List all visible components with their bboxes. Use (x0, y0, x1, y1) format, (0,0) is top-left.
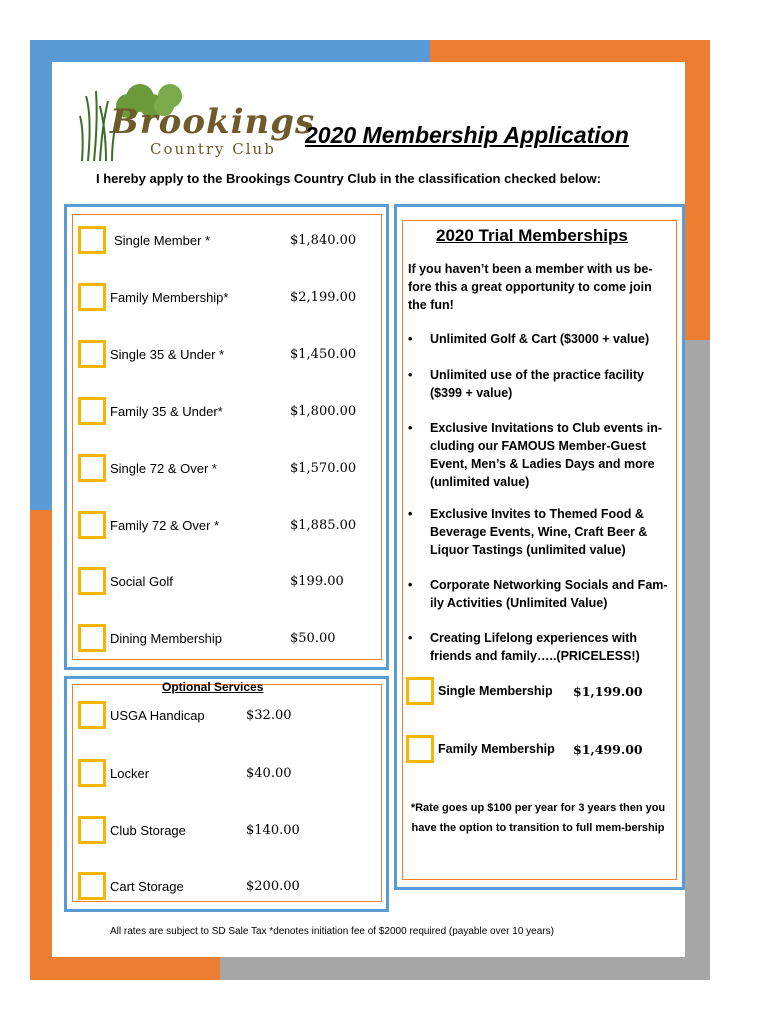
page-title: 2020 Membership Application (305, 122, 629, 148)
checkbox-usga-handicap[interactable] (78, 701, 106, 729)
trial-benefit-text: Creating Lifelong experiences with friends and family…..(PRICELESS!) (430, 631, 640, 663)
optional-price: $140.00 (246, 823, 300, 838)
trial-benefit-text: Corporate Networking Socials and Fam-ily Activities (Unlimited Value) (430, 578, 668, 610)
trial-title: 2020 Trial Memberships (436, 226, 628, 245)
optional-price: $200.00 (246, 879, 300, 894)
membership-price: $1,840.00 (290, 233, 357, 248)
checkbox-social-golf[interactable] (78, 567, 106, 595)
intro-text: I hereby apply to the Brookings Country Club in the classification checked below: (96, 171, 601, 186)
frame-orange-bottom (30, 957, 220, 980)
logo-wordmark: Brookings (110, 102, 316, 142)
checkbox-club-storage[interactable] (78, 816, 106, 844)
optional-label: Cart Storage (110, 879, 184, 894)
membership-price: $2,199.00 (290, 290, 357, 305)
checkbox-single-72-over[interactable] (78, 454, 106, 482)
checkbox-trial-single[interactable] (406, 677, 434, 705)
trial-option-label: Family Membership (438, 742, 555, 756)
frame-blue-top (30, 40, 430, 62)
frame-gray-bottom (220, 957, 710, 980)
checkbox-family-membership[interactable] (78, 283, 106, 311)
frame-orange-left (30, 510, 52, 980)
trial-benefit-text: Exclusive Invitations to Club events in-cluding our FAMOUS Member-Guest Event, Men’s & Ladies Days and more (unlimited value) (430, 421, 662, 489)
trial-intro: If you haven’t been a member with us be-fore this a great opportunity to come join the fun! (408, 262, 653, 312)
optional-price: $40.00 (246, 766, 292, 781)
checkbox-family-72-over[interactable] (78, 511, 106, 539)
frame-orange-right (685, 40, 710, 340)
frame-blue-left (30, 40, 52, 510)
membership-price: $1,800.00 (290, 404, 357, 419)
checkbox-trial-family[interactable] (406, 735, 434, 763)
optional-label: USGA Handicap (110, 708, 205, 723)
membership-label: Family 35 & Under* (110, 404, 223, 419)
logo-subtitle: Country Club (150, 140, 276, 158)
frame-orange-top (420, 40, 710, 62)
trial-benefit-text: Unlimited Golf & Cart ($3000 + value) (430, 332, 650, 346)
checkbox-single-member[interactable] (78, 226, 106, 254)
membership-price: $1,570.00 (290, 461, 357, 476)
membership-label: Single 72 & Over * (110, 461, 217, 476)
checkbox-dining-membership[interactable] (78, 624, 106, 652)
optional-label: Club Storage (110, 823, 186, 838)
checkbox-family-35-under[interactable] (78, 397, 106, 425)
membership-price: $1,885.00 (290, 518, 357, 533)
optional-price: $32.00 (246, 708, 292, 723)
optional-services-title: Optional Services (162, 680, 264, 694)
membership-label: Dining Membership (110, 631, 222, 646)
trial-option-price: $1,199.00 (573, 684, 643, 699)
trial-option-label: Single Membership (438, 684, 553, 698)
checkbox-locker[interactable] (78, 759, 106, 787)
trial-benefit-text: Unlimited use of the practice facility ($399 + value) (430, 368, 644, 400)
membership-price: $1,450.00 (290, 347, 357, 362)
membership-label: Family 72 & Over * (110, 518, 220, 533)
checkbox-single-35-under[interactable] (78, 340, 106, 368)
membership-label: Single 35 & Under * (110, 347, 225, 362)
membership-label: Family Membership* (110, 290, 229, 305)
checkbox-cart-storage[interactable] (78, 872, 106, 900)
membership-box-inner (72, 214, 382, 660)
membership-price: $199.00 (290, 574, 344, 589)
optional-label: Locker (110, 766, 150, 781)
trial-rate-note: *Rate goes up $100 per year for 3 years then you have the option to transition to full mem-bership (410, 802, 666, 834)
trial-option-price: $1,499.00 (573, 742, 643, 757)
membership-price: $50.00 (290, 631, 336, 646)
membership-label: Social Golf (110, 574, 173, 589)
footer-note: All rates are subject to SD Sale Tax *denotes initiation fee of $2000 required (payable over 10 years) (110, 926, 554, 937)
membership-label: Single Member * (114, 233, 211, 248)
frame-gray-right (685, 340, 710, 980)
trial-benefit-text: Exclusive Invites to Themed Food & Beverage Events, Wine, Craft Beer & Liquor Tastings (unlimited value) (430, 507, 648, 557)
